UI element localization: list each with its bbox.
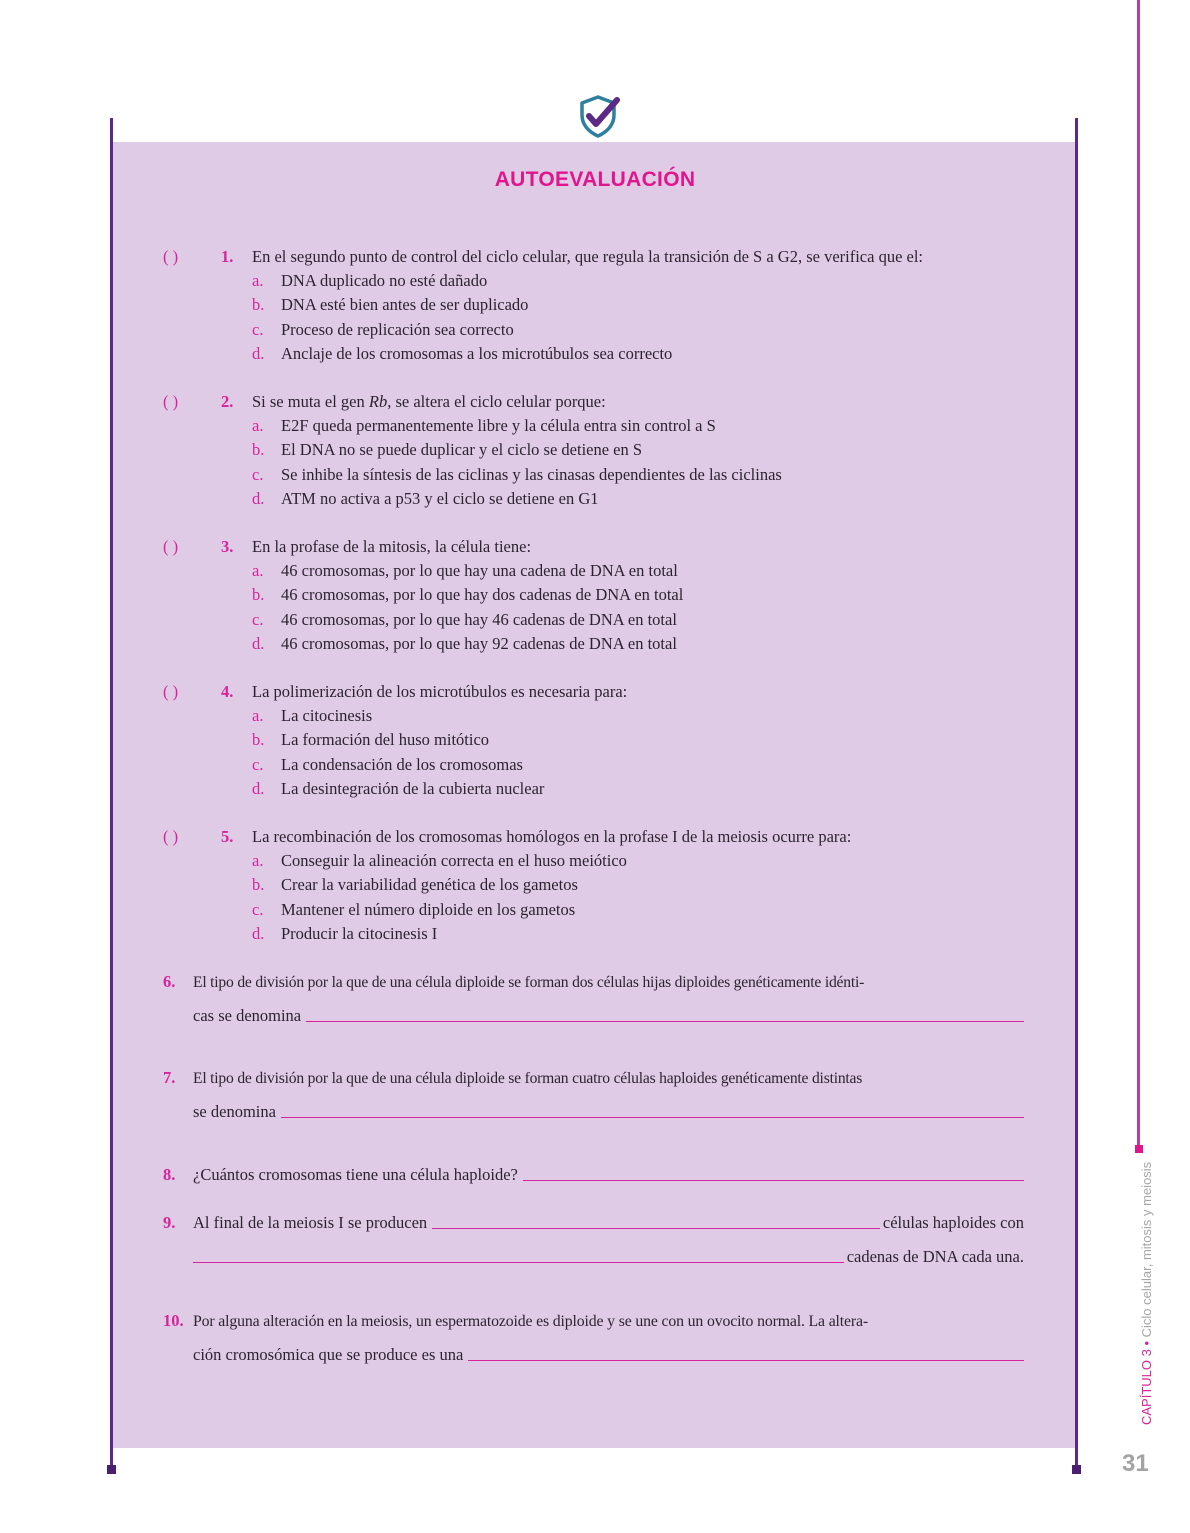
option-d: d. Producir la citocinesis I <box>252 923 438 943</box>
option-a: a. La citocinesis <box>252 706 373 726</box>
question-text: Al final de la meiosis I se producen <box>193 1213 428 1232</box>
separator: • <box>1139 1337 1154 1350</box>
answer-box[interactable]: ( ) <box>163 247 179 266</box>
question-text-end: cadenas de DNA cada una. <box>846 1247 1024 1266</box>
answer-blank[interactable] <box>523 1179 1024 1181</box>
answer-box[interactable]: ( ) <box>163 682 179 701</box>
question-number: 1. <box>221 247 234 266</box>
question-text: Si se muta el gen Rb, se altera el ciclo celular porque: <box>252 392 606 411</box>
question-text-mid: células haploides con <box>882 1213 1024 1232</box>
option-d: d. 46 cromosomas, por lo que hay 92 cadenas de DNA en total <box>252 633 677 653</box>
answer-box[interactable]: ( ) <box>163 827 179 846</box>
option-c: c. Se inhibe la síntesis de las ciclinas y las cinasas dependientes de las ciclinas <box>252 464 782 484</box>
question-text: En la profase de la mitosis, la célula tiene: <box>252 537 532 556</box>
chapter-title: Ciclo celular, mitosis y meiosis <box>1139 1161 1154 1338</box>
question-number: 9. <box>163 1213 176 1232</box>
question-2 <box>163 390 782 511</box>
answer-blank[interactable] <box>281 1116 1024 1118</box>
answer-box[interactable]: ( ) <box>163 392 179 411</box>
option-c: c. Mantener el número diploide en los gametos <box>252 899 576 919</box>
option-d: d. La desintegración de la cubierta nuclear <box>252 778 545 798</box>
question-text-cont: ción cromosómica que se produce es una <box>193 1345 464 1364</box>
frame-marker-left <box>107 1465 116 1474</box>
option-a: a. Conseguir la alineación correcta en el huso meiótico <box>252 851 627 871</box>
answer-box[interactable]: ( ) <box>163 537 179 556</box>
frame-rule-right <box>1075 118 1078 1468</box>
answer-blank[interactable] <box>468 1359 1024 1361</box>
chapter-label: CAPÍTULO 3 <box>1139 1349 1154 1425</box>
answer-blank-2[interactable] <box>193 1261 844 1263</box>
page-number: 31 <box>1122 1450 1149 1477</box>
page-title: AUTOEVALUACIÓN <box>494 168 696 191</box>
option-b: b. Crear la variabilidad genética de los gametos <box>252 875 578 895</box>
question-text-cont: cas se denomina <box>193 1006 302 1025</box>
question-7 <box>163 1068 1024 1122</box>
question-number: 5. <box>221 827 234 846</box>
question-text: La recombinación de los cromosomas homólogos en la profase I de la meiosis ocurre para: <box>252 827 852 846</box>
option-a: a. E2F queda permanentemente libre y la célula entra sin control a S <box>252 416 716 436</box>
question-5 <box>163 825 851 946</box>
question-number: 2. <box>221 392 234 411</box>
question-4 <box>163 680 627 801</box>
option-d: d. ATM no activa a p53 y el ciclo se detiene en G1 <box>252 488 599 508</box>
question-8 <box>163 1165 1024 1185</box>
question-number: 8. <box>163 1165 176 1184</box>
question-number: 7. <box>163 1068 176 1087</box>
option-d: d. Anclaje de los cromosomas a los microtúbulos sea correcto <box>252 343 673 363</box>
question-text: En el segundo punto de control del ciclo celular, que regula la transición de S a G2, se verifica que el: <box>252 247 924 266</box>
option-b: b. 46 cromosomas, por lo que hay dos cadenas de DNA en total <box>252 585 684 605</box>
question-10 <box>163 1311 1024 1365</box>
frame-marker-right <box>1072 1465 1081 1474</box>
question-number: 10. <box>163 1311 184 1330</box>
question-text: El tipo de división por la que de una célula diploide se forman cuatro células haploides genéticamente distintas <box>193 1070 863 1087</box>
shield-check-icon <box>575 93 621 139</box>
question-number: 4. <box>221 682 234 701</box>
option-c: c. Proceso de replicación sea correcto <box>252 319 514 339</box>
option-a: a. DNA duplicado no esté dañado <box>252 271 488 291</box>
chapter-running-head <box>1139 1162 1154 1425</box>
frame-rule-left <box>110 118 113 1468</box>
question-6 <box>163 972 1024 1026</box>
option-b: b. La formación del huso mitótico <box>252 730 490 750</box>
answer-blank-1[interactable] <box>432 1227 880 1229</box>
option-a: a. 46 cromosomas, por lo que hay una cadena de DNA en total <box>252 561 678 581</box>
question-1 <box>163 245 923 366</box>
question-text: La polimerización de los microtúbulos es necesaria para: <box>252 682 628 701</box>
question-9 <box>163 1213 1024 1267</box>
option-b: b. DNA esté bien antes de ser duplicado <box>252 295 529 315</box>
question-3 <box>163 535 683 656</box>
option-c: c. 46 cromosomas, por lo que hay 46 cadenas de DNA en total <box>252 609 677 629</box>
question-number: 3. <box>221 537 234 556</box>
question-number: 6. <box>163 972 176 991</box>
option-b: b. El DNA no se puede duplicar y el ciclo se detiene en S <box>252 440 643 460</box>
option-c: c. La condensación de los cromosomas <box>252 754 523 774</box>
question-text: Por alguna alteración en la meiosis, un espermatozoide es diploide y se une con un ovocito normal. La altera- <box>193 1313 868 1330</box>
question-text-cont: se denomina <box>193 1102 276 1121</box>
edge-marker <box>1135 1145 1143 1153</box>
question-text: ¿Cuántos cromosomas tiene una célula haploide? <box>193 1165 518 1184</box>
question-text: El tipo de división por la que de una célula diploide se forman dos células hijas diploides genéticamente idénti- <box>193 974 865 991</box>
answer-blank[interactable] <box>306 1020 1024 1022</box>
